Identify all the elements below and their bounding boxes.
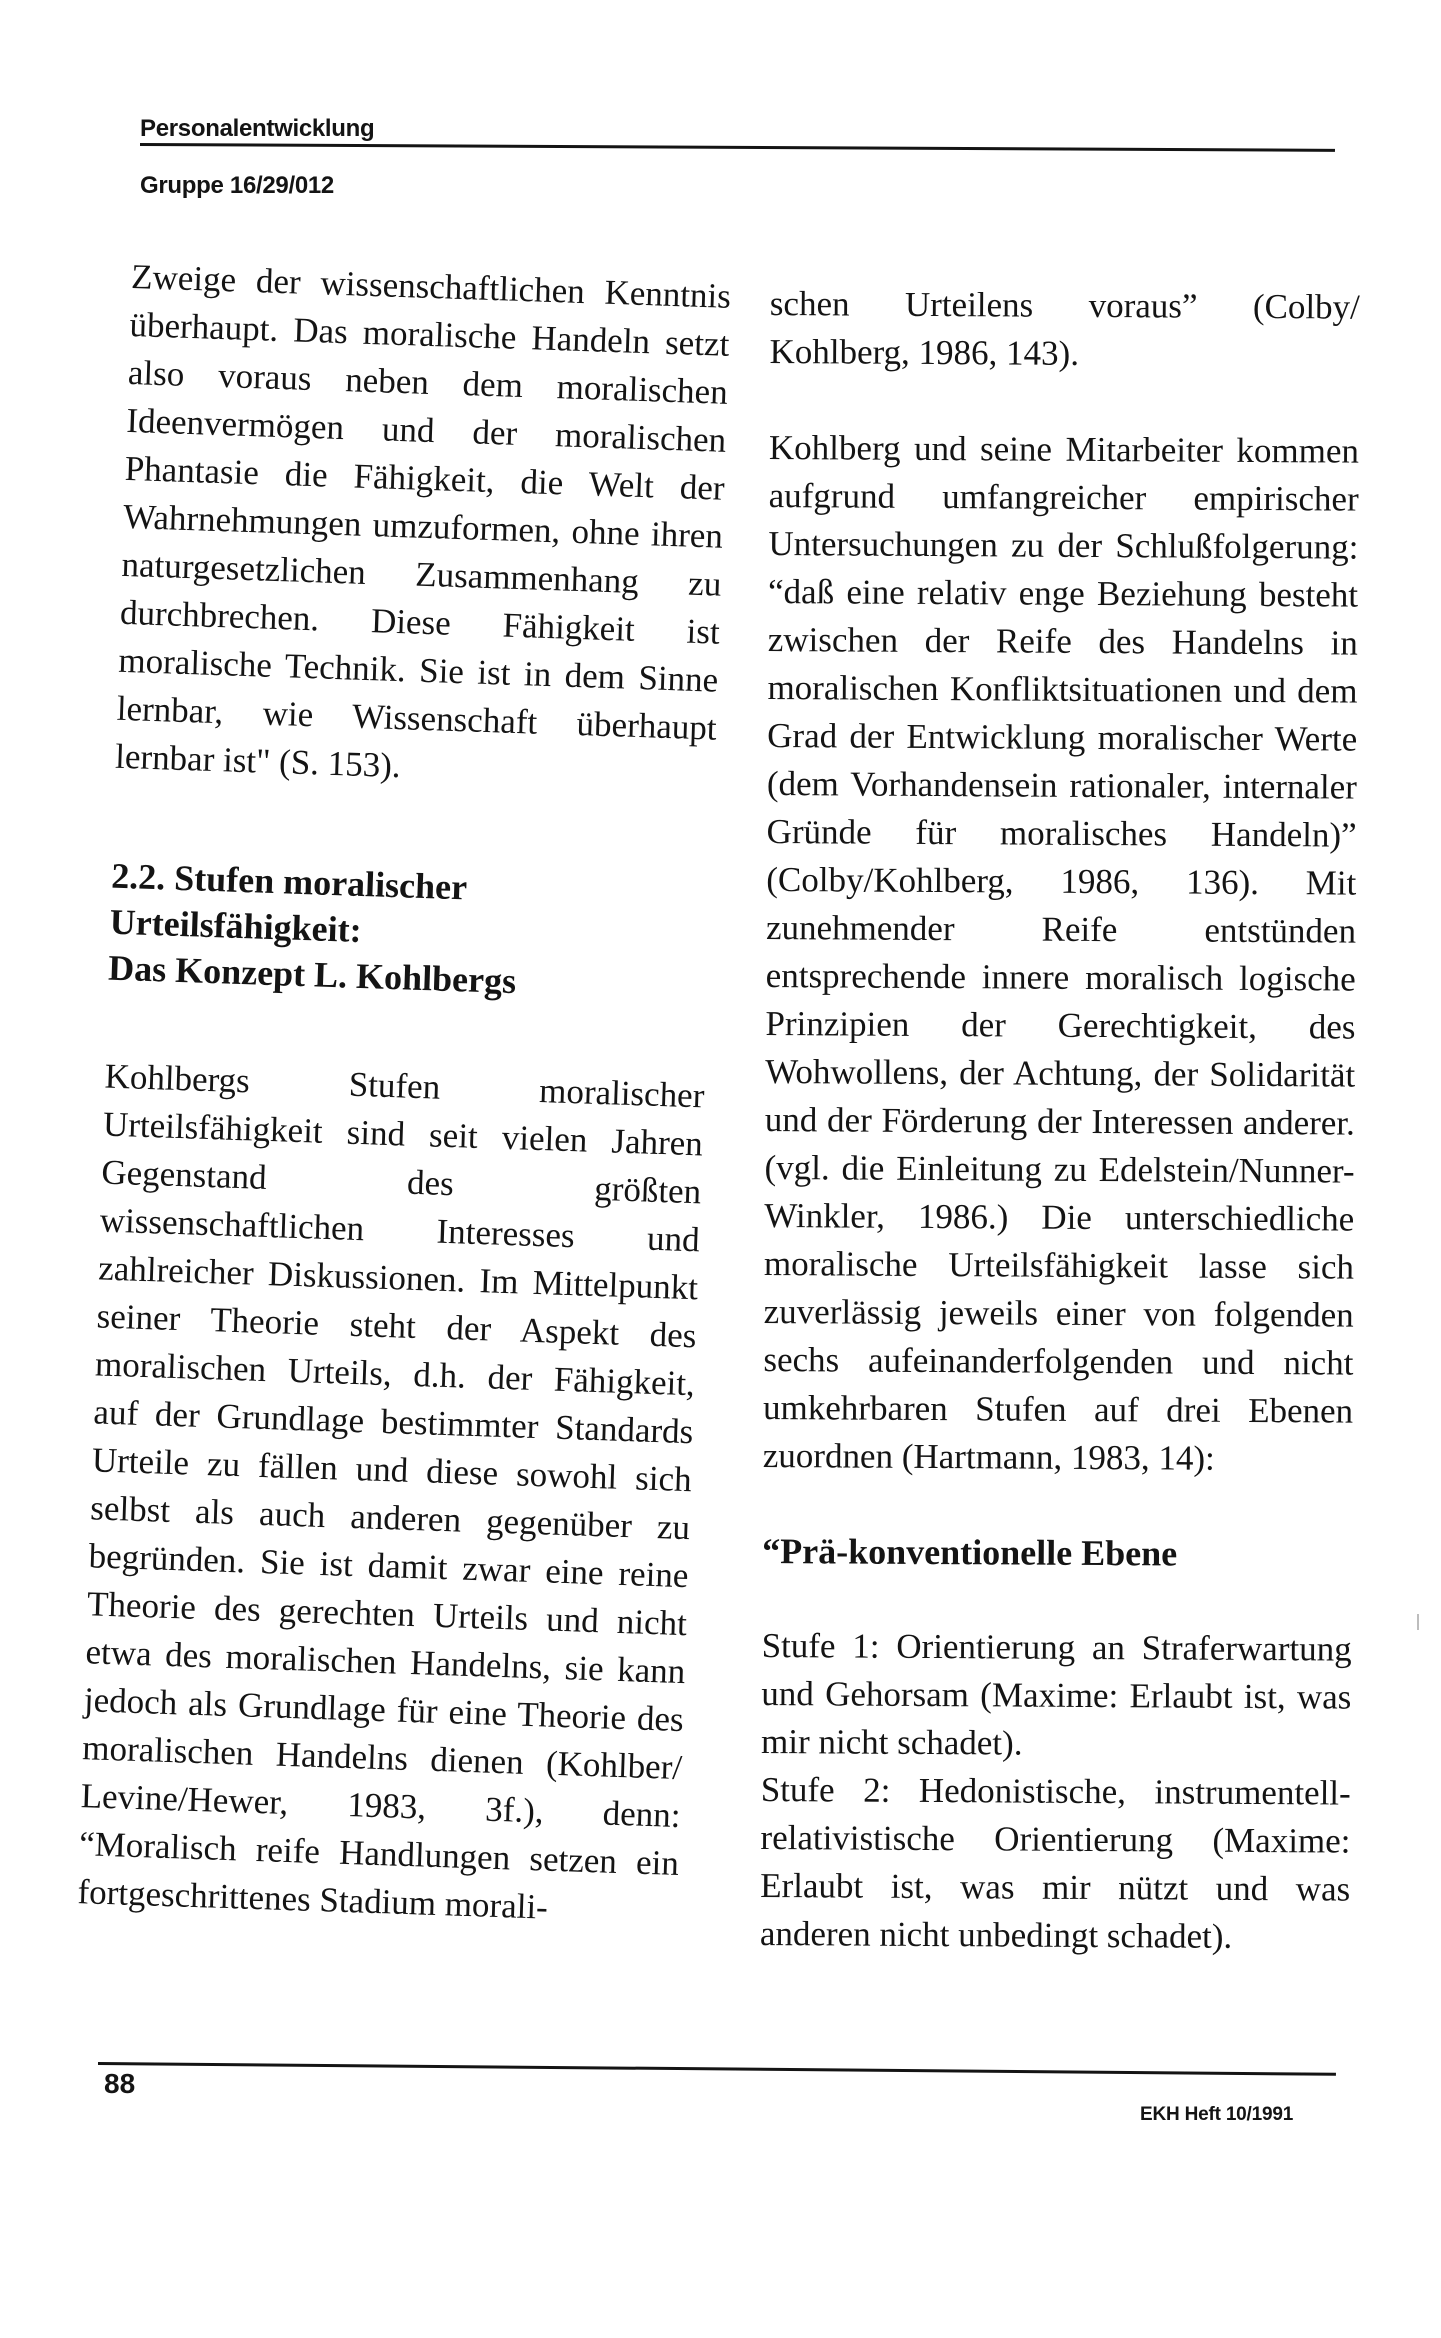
section-heading-line-1: 2.2. Stufen moralischer (110, 855, 468, 908)
stage-2-text: Stufe 2: Hedonistische, instrumentell-relativistische Orientierung (Maxime: Erlaubt ist, was mir nützt und was anderen nicht unbedingt schadet). (759, 1769, 1351, 1956)
right-paragraph-2: Kohlberg und seine Mitarbeiter kommen aufgrund umfangreicher empirischer Untersuchungen zu der Schlußfolgerung: “daß eine relativ enge Beziehung besteht zwischen der Reife des Handelns in moralischen Konfliktsituationen und dem Grad der Entwicklung moralischer Werte (dem Vorhandensein rationaler, internaler Gründe für moralisches Handeln)” (Colby/Kohlberg, 1986, 136). Mit zunehmender Reife entstünden entsprechende innere moralisch logische Prinzipien der Gerechtigkeit, des Wohwollens, der Achtung, der Solidarität und der Förderung der Interessen anderer. (vgl. die Einleitung zu Edelstein/Nunner-Winkler, 1986.) Die unterschiedliche moralische Urteilsfähigkeit lasse sich zuverlässig jeweils einer von folgenden sechs aufeinanderfolgenden und nicht umkehrbaren Stufen auf drei Ebenen zuordnen (Hartmann, 1983, 14): (762, 427, 1360, 1478)
running-header (140, 114, 1340, 144)
left-paragraph-1: Zweige der wissenschaftlichen Kenntnis überhaupt. Das moralische Handeln setzt also voraus neben dem moralischen Ideenvermögen und der moralischen Phantasie die Fähigkeit, die Welt der Wahrnehmungen umzuformen, ohne ihren naturgesetzlichen Zusammenhang zu durchbrechen. Diese Fähigkeit ist moralische Technik. Sie ist in dem Sinne lernbar, wie Wissenschaft überhaupt lernbar ist" (S. 153). (114, 256, 732, 786)
page-number: 88 (104, 2068, 136, 2099)
right-paragraph-1: schen Urteilens voraus” (Colby/ Kohlberg, 1986, 143). (769, 283, 1360, 373)
left-column (77, 253, 732, 1936)
left-paragraph-2: Kohlbergs Stufen moralischer Urteilsfähigkeit sind seit vielen Jahren Gegenstand des größten wissenschaftlichen Interesses und zahlreicher Diskussionen. Im Mittelpunkt seiner Theorie steht der Aspekt des moralischen Urteils, d.h. der Fähigkeit, auf der Grundlage bestimmter Standards Urteile zu fällen und diese sowohl sich selbst als auch anderen gegenüber zu begründen. Sie ist damit zwar eine reine Theorie des gerechten Urteils und nicht etwa des moralischen Handelns, sie kann jedoch als Grundlage für eine Theorie des moralischen Handelns dienen (Kohlber/ Levine/Hewer, 1983, 3f.), denn: “Moralisch reife Handlungen setzen ein fortgeschrittenes Stadium morali- (76, 1056, 706, 1927)
header-group-number: Gruppe 16/29/012 (140, 172, 334, 199)
publication-label: EKH Heft 10/1991 (1140, 2104, 1294, 2125)
subsection-heading: “Prä-konventionelle Ebene (762, 1530, 1178, 1574)
scan-mark (1417, 1614, 1419, 1630)
footer-rule (98, 2062, 1336, 2076)
section-heading-line-2: Urteilsfähigkeit: (109, 901, 363, 950)
header-rule (140, 143, 1335, 152)
section-heading-line-3: Das Konzept L. Kohlbergs (107, 947, 517, 1002)
stage-1-text: Stufe 1: Orientierung an Straferwartung und Gehorsam (Maxime: Erlaubt ist, was mir nicht schadet). (760, 1625, 1352, 1763)
section-heading (108, 853, 712, 1011)
header-title: Personalentwicklung (140, 115, 375, 142)
right-column (760, 280, 1360, 1962)
